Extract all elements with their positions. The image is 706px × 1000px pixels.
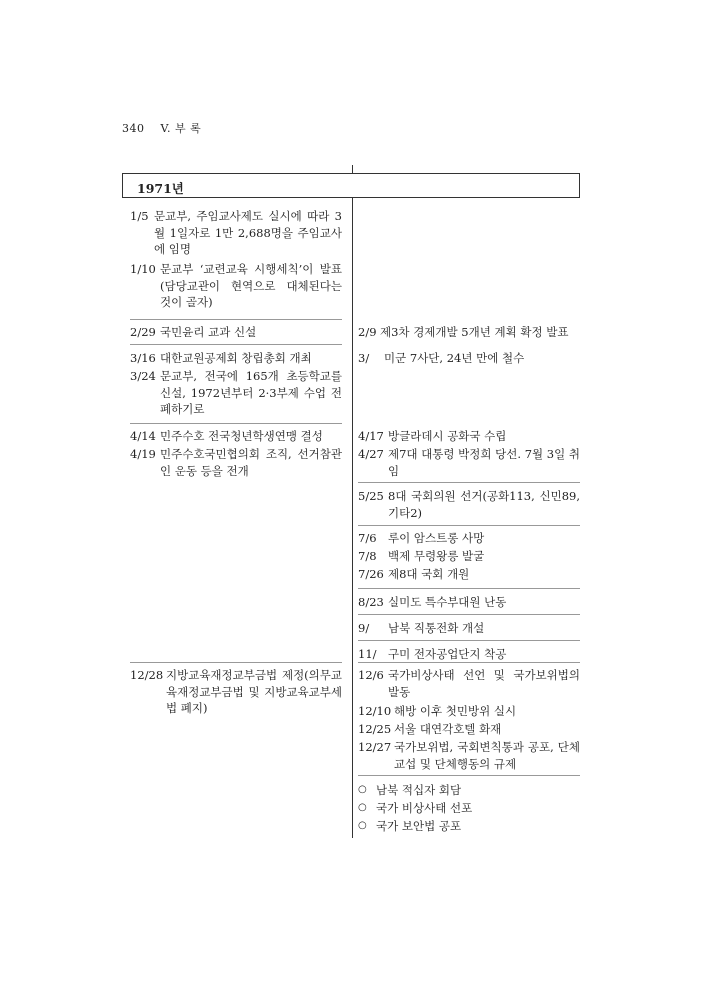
timeline-entry bbox=[358, 818, 580, 835]
timeline-entry bbox=[358, 646, 580, 663]
entry-date: 12/10 bbox=[358, 704, 392, 718]
section-title: V. 부 록 bbox=[160, 122, 202, 135]
entry-date: 3/24 bbox=[130, 369, 156, 383]
entry-text: 국가보위법, 국회변칙통과 공포, 단체교섭 및 단체행동의 규제 bbox=[394, 740, 580, 771]
entry-date: 3/ bbox=[358, 351, 370, 365]
entry-text: 루이 암스트롱 사망 bbox=[388, 531, 485, 545]
entry-text: 문교부 ‘교련교육 시행세칙’이 발표(담당교관이 현역으로 대체된다는 것이 골자) bbox=[160, 262, 342, 309]
section-divider bbox=[358, 775, 580, 776]
entry-date: 4/19 bbox=[130, 447, 156, 461]
entry-text: 제7대 대통령 박정희 당선. 7월 3일 취임 bbox=[388, 447, 580, 478]
column-divider bbox=[352, 198, 353, 838]
timeline-entry bbox=[358, 594, 580, 611]
entry-text: 민주수호국민협의회 조직, 선거참관인 운동 등을 전개 bbox=[160, 447, 342, 478]
entry-text: 남북 직통전화 개설 bbox=[388, 621, 485, 635]
entry-text: 국가비상사태 선언 및 국가보위법의 발동 bbox=[388, 668, 580, 699]
timeline-entry bbox=[358, 324, 580, 341]
timeline-entry bbox=[358, 350, 580, 367]
entry-text: 지방교육재정교부금법 제정(의무교육재정교부금법 및 지방교육교부세법 폐지) bbox=[166, 668, 342, 715]
year-heading: 1971년 bbox=[137, 181, 184, 196]
timeline-entry bbox=[358, 782, 580, 799]
entry-text: 문교부, 전국에 165개 초등학교를 신설, 1972년부터 2·3부제 수업 전폐하기로 bbox=[160, 369, 342, 416]
section-divider bbox=[358, 525, 580, 526]
entry-date: 7/26 bbox=[358, 567, 384, 581]
entry-text: 국가 보안법 공포 bbox=[376, 819, 462, 833]
timeline-entry bbox=[130, 350, 342, 367]
entry-text: 해방 이후 첫민방위 실시 bbox=[394, 704, 517, 718]
entry-date: 4/27 bbox=[358, 447, 384, 461]
entry-date: 4/17 bbox=[358, 429, 384, 443]
entry-date: 9/ bbox=[358, 621, 370, 635]
bullet-icon: ○ bbox=[358, 820, 367, 831]
entry-date: 4/14 bbox=[130, 429, 156, 443]
entry-date: 7/6 bbox=[358, 531, 377, 545]
entry-date: 1/5 bbox=[130, 209, 149, 223]
timeline-entry bbox=[130, 428, 342, 445]
entry-text: 8대 국회의원 선거(공화113, 신민89, 기타2) bbox=[388, 489, 580, 520]
section-divider bbox=[358, 640, 580, 641]
entry-date: 11/ bbox=[358, 647, 377, 661]
entry-date: 1/10 bbox=[130, 262, 156, 276]
entry-date: 12/28 bbox=[130, 668, 164, 682]
year-heading-box bbox=[122, 173, 580, 198]
entry-date: 2/9 bbox=[358, 325, 377, 339]
entry-text: 대한교원공제회 창립총회 개최 bbox=[160, 351, 312, 365]
timeline-entry bbox=[358, 488, 580, 521]
entry-text: 남북 적십자 회담 bbox=[376, 783, 462, 797]
page-number: 340 bbox=[122, 122, 145, 135]
section-divider bbox=[130, 344, 342, 345]
timeline-entry bbox=[358, 548, 580, 565]
entry-date: 2/29 bbox=[130, 325, 156, 339]
timeline-entry bbox=[358, 620, 580, 637]
timeline-entry bbox=[130, 667, 342, 717]
section-divider bbox=[358, 482, 580, 483]
timeline-entry bbox=[130, 208, 342, 258]
bullet-icon: ○ bbox=[358, 784, 367, 795]
timeline-entry bbox=[358, 739, 580, 772]
entry-date: 8/23 bbox=[358, 595, 384, 609]
timeline-entry bbox=[358, 721, 580, 738]
page-header bbox=[122, 120, 201, 136]
timeline-entry bbox=[358, 703, 580, 720]
section-divider bbox=[130, 423, 342, 424]
entry-text: 국민윤리 교과 신설 bbox=[160, 325, 257, 339]
entry-text: 백제 무령왕릉 발굴 bbox=[388, 549, 485, 563]
column-divider-top bbox=[352, 165, 353, 173]
section-divider bbox=[358, 662, 580, 663]
entry-text: 서울 대연각호텔 화재 bbox=[394, 722, 502, 736]
bullet-icon: ○ bbox=[358, 802, 367, 813]
timeline-entry bbox=[130, 446, 342, 479]
entry-text: 미군 7사단, 24년 만에 철수 bbox=[384, 351, 525, 365]
entry-text: 실미도 특수부대원 난동 bbox=[388, 595, 507, 609]
timeline-entry bbox=[130, 261, 342, 311]
timeline-entry bbox=[358, 667, 580, 700]
entry-text: 국가 비상사태 선포 bbox=[376, 801, 473, 815]
timeline-entry bbox=[358, 566, 580, 583]
entry-date: 12/27 bbox=[358, 740, 392, 754]
entry-text: 민주수호 전국청년학생연맹 결성 bbox=[160, 429, 323, 443]
timeline-entry bbox=[358, 800, 580, 817]
section-divider bbox=[358, 614, 580, 615]
timeline-entry bbox=[358, 530, 580, 547]
entry-text: 문교부, 주임교사제도 실시에 따라 3월 1일자로 1만 2,688명을 주임교사에 임명 bbox=[154, 209, 342, 256]
entry-date: 3/16 bbox=[130, 351, 156, 365]
timeline-entry bbox=[130, 324, 342, 341]
section-divider bbox=[130, 319, 342, 320]
entry-text: 제3차 경제개발 5개년 계획 확정 발표 bbox=[380, 325, 569, 339]
section-divider bbox=[358, 588, 580, 589]
entry-text: 방글라데시 공화국 수립 bbox=[388, 429, 507, 443]
entry-text: 구미 전자공업단지 착공 bbox=[388, 647, 507, 661]
entry-date: 5/25 bbox=[358, 489, 384, 503]
timeline-entry bbox=[130, 368, 342, 418]
section-divider bbox=[130, 662, 342, 663]
entry-date: 12/25 bbox=[358, 722, 392, 736]
entry-date: 12/6 bbox=[358, 668, 384, 682]
timeline-entry bbox=[358, 428, 580, 445]
timeline-entry bbox=[358, 446, 580, 479]
entry-text: 제8대 국회 개원 bbox=[388, 567, 470, 581]
entry-date: 7/8 bbox=[358, 549, 377, 563]
